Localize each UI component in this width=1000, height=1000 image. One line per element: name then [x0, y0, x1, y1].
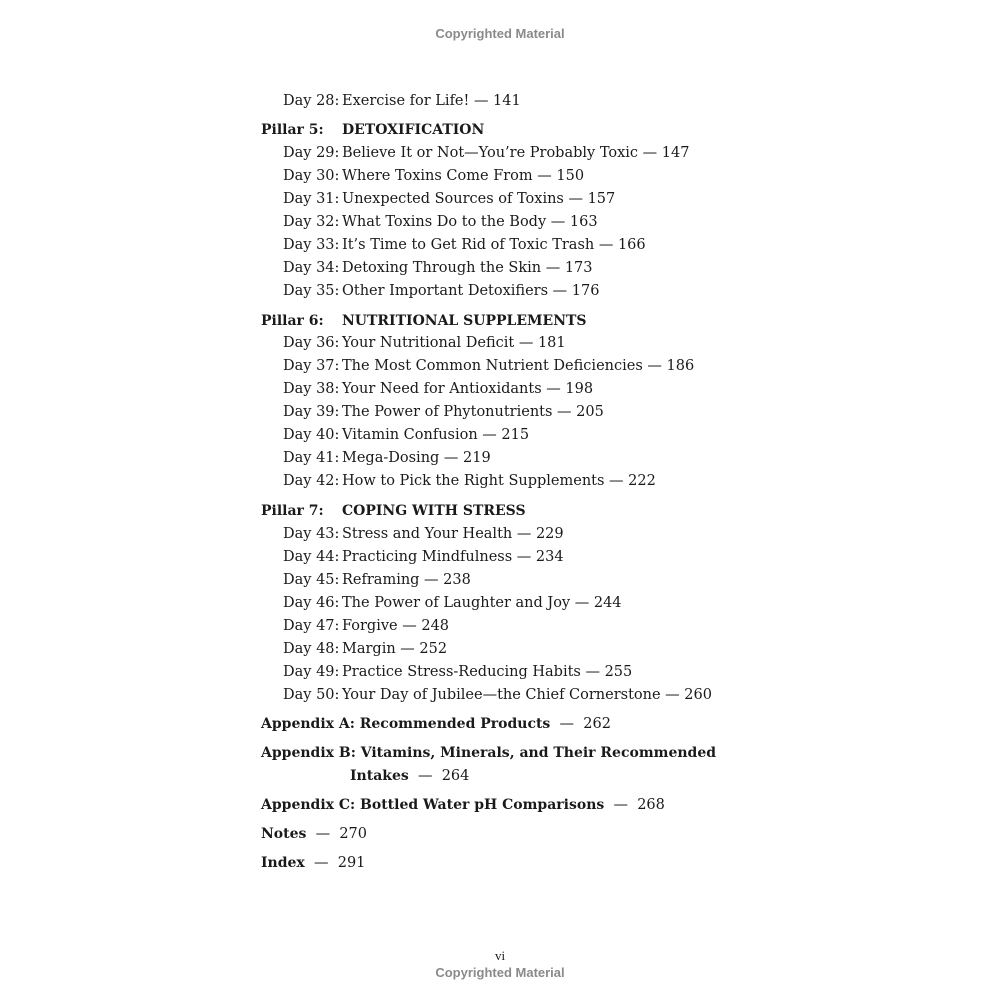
- entry-title: The Power of Laughter and Joy — 244: [342, 595, 622, 611]
- page-ref: — 268: [604, 797, 665, 813]
- day-label: Day 38:: [283, 381, 340, 397]
- entry-title: Exercise for Life! — 141: [342, 93, 521, 109]
- copyright-header: Copyrighted Material: [435, 26, 565, 41]
- appendix-title: Appendix B: Vitamins, Minerals, and Their Recommended: [261, 745, 717, 761]
- day-label: Day 44:: [283, 549, 340, 565]
- day-label: Day 29:: [283, 145, 340, 161]
- pillar-label: Pillar 5:: [261, 122, 324, 138]
- entry-title: How to Pick the Right Supplements — 222: [342, 473, 656, 489]
- day-label: Day 48:: [283, 641, 340, 657]
- day-label: Day 46:: [283, 595, 340, 611]
- day-label: Day 32:: [283, 214, 340, 230]
- entry-title: The Power of Phytonutrients — 205: [342, 404, 604, 420]
- entry-title: It’s Time to Get Rid of Toxic Trash — 166: [342, 237, 646, 253]
- entry-title: Forgive — 248: [342, 618, 450, 634]
- day-label: Day 39:: [283, 404, 340, 420]
- entry-title: Reframing — 238: [342, 572, 471, 588]
- entry-title: The Most Common Nutrient Deficiencies — 186: [342, 358, 695, 374]
- day-label: Day 30:: [283, 168, 340, 184]
- day-label: Day 42:: [283, 473, 340, 489]
- pillar-title: DETOXIFICATION: [342, 122, 485, 138]
- entry-title: Other Important Detoxifiers — 176: [342, 283, 600, 299]
- day-label: Day 45:: [283, 572, 340, 588]
- entry-title: Practice Stress-Reducing Habits — 255: [342, 664, 633, 680]
- day-label: Day 28:: [283, 93, 340, 109]
- notes-title: Notes: [261, 826, 307, 842]
- page-ref: — 264: [408, 768, 470, 784]
- day-label: Day 43:: [283, 526, 340, 542]
- entry-title: Your Nutritional Deficit — 181: [342, 335, 566, 351]
- day-label: Day 41:: [283, 450, 340, 466]
- appendix-title: Appendix C: Bottled Water pH Comparisons: [261, 797, 605, 813]
- entry-title: Your Need for Antioxidants — 198: [342, 381, 594, 397]
- toc-appendix-b: [261, 745, 716, 761]
- entry-title: Detoxing Through the Skin — 173: [342, 260, 593, 276]
- entry-title: Your Day of Jubilee—the Chief Cornerstone — 260: [342, 687, 712, 703]
- appendix-title: Appendix A: Recommended Products: [261, 716, 551, 732]
- entry-title: Believe It or Not—You’re Probably Toxic — 147: [342, 145, 690, 161]
- day-label: Day 40:: [283, 427, 340, 443]
- entry-title: What Toxins Do to the Body — 163: [342, 214, 598, 230]
- day-label: Day 49:: [283, 664, 340, 680]
- page-ref: — 262: [550, 716, 611, 732]
- pillar-title: NUTRITIONAL SUPPLEMENTS: [342, 313, 587, 329]
- entry-title: Stress and Your Health — 229: [342, 526, 564, 542]
- toc-appendix-b-continued: [350, 768, 469, 784]
- toc-index: [261, 855, 365, 871]
- day-label: Day 34:: [283, 260, 340, 276]
- page-number: vi: [494, 948, 506, 963]
- index-title: Index: [261, 855, 305, 871]
- toc-appendix-c: [261, 797, 665, 813]
- day-label: Day 33:: [283, 237, 340, 253]
- day-label: Day 36:: [283, 335, 340, 351]
- entry-title: Mega-Dosing — 219: [342, 450, 491, 466]
- pillar-title: COPING WITH STRESS: [342, 503, 526, 519]
- entry-title: Practicing Mindfulness — 234: [342, 549, 564, 565]
- entry-title: Unexpected Sources of Toxins — 157: [342, 191, 616, 207]
- page-ref: — 291: [304, 855, 366, 871]
- day-label: Day 47:: [283, 618, 340, 634]
- appendix-title-continued: Intakes: [350, 768, 409, 784]
- entry-title: Margin — 252: [342, 641, 448, 657]
- toc-appendix-a: [261, 716, 611, 732]
- day-label: Day 50:: [283, 687, 340, 703]
- toc-notes: [261, 826, 367, 842]
- day-label: Day 37:: [283, 358, 340, 374]
- page-ref: — 270: [306, 826, 368, 842]
- pillar-label: Pillar 7:: [261, 503, 324, 519]
- pillar-label: Pillar 6:: [261, 313, 324, 329]
- day-label: Day 31:: [283, 191, 340, 207]
- entry-title: Where Toxins Come From — 150: [342, 168, 585, 184]
- copyright-footer: Copyrighted Material: [435, 965, 565, 980]
- day-label: Day 35:: [283, 283, 340, 299]
- entry-title: Vitamin Confusion — 215: [342, 427, 530, 443]
